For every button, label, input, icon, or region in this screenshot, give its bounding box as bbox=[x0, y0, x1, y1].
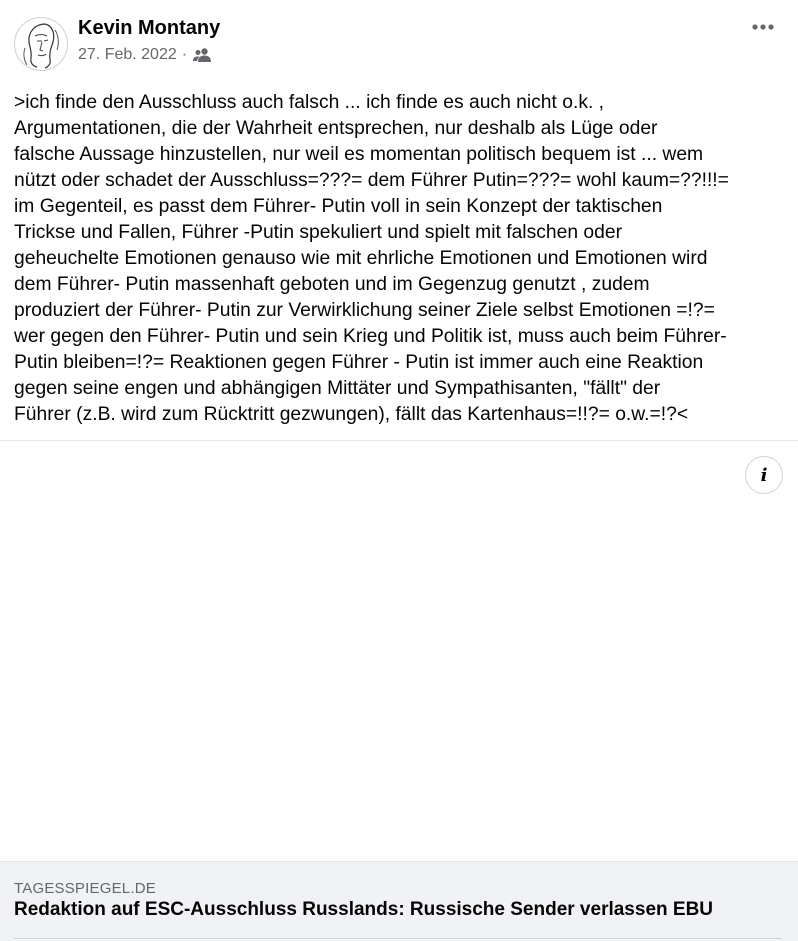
link-preview-image[interactable] bbox=[0, 441, 798, 861]
meta-separator: · bbox=[181, 46, 188, 63]
link-title[interactable]: Redaktion auf ESC-Ausschluss Russlands: Russische Sender verlassen EBU bbox=[14, 899, 714, 920]
divider bbox=[14, 938, 782, 939]
more-options-icon[interactable] bbox=[748, 14, 778, 40]
author-name[interactable]: Kevin Montany bbox=[78, 17, 221, 39]
avatar[interactable] bbox=[14, 17, 68, 71]
post-text: >ich finde den Ausschluss auch falsch ... ich finde es auch nicht o.k. , Argumentationen, die der Wahrheit entsprechen, nur deshalb als Lüge oder falsche Aussage hinzustellen, nur weil es momentan politisch bequem ist ... wem nützt oder schadet der Ausschluss=???= dem Führer Putin=???= wohl kaum=??!!!= im Gegenteil, es passt dem Führer- Putin voll in sein Konzept der taktischen Trickse und Fallen, Führer -Putin spekuliert und spielt mit falschen oder geheuchelte Emotionen genauso wie mit ehrliche Emotionen und Emotionen wird dem Führer- Putin massenhaft geboten und im Gegenzug genutzt , zudem produziert der Führer- Putin zur Verwirklichung seiner Ziele selbst Emotionen =!?= wer gegen den Führer- Putin und sein Krieg und Politik ist, muss auch beim Führer- Putin bleiben=!?= Reaktionen gegen Führer - Putin ist immer auch eine Reaktion gegen seine engen und abhängigen Mittäter und Sympathisanten, "fällt" der Führer (z.B. wird zum Rücktritt gezwungen), fällt das Kartenhaus=!!?= o.w.=!?< bbox=[14, 92, 729, 425]
link-domain: TAGESSPIEGEL.DE bbox=[14, 880, 156, 897]
info-button[interactable]: i bbox=[745, 456, 783, 494]
post-header bbox=[0, 0, 798, 84]
link-card[interactable] bbox=[0, 861, 798, 941]
friends-icon[interactable] bbox=[193, 47, 211, 63]
avatar-sketch-face-icon bbox=[15, 18, 67, 70]
post-meta bbox=[78, 46, 211, 64]
post-date[interactable]: 27. Feb. 2022 bbox=[78, 46, 177, 63]
